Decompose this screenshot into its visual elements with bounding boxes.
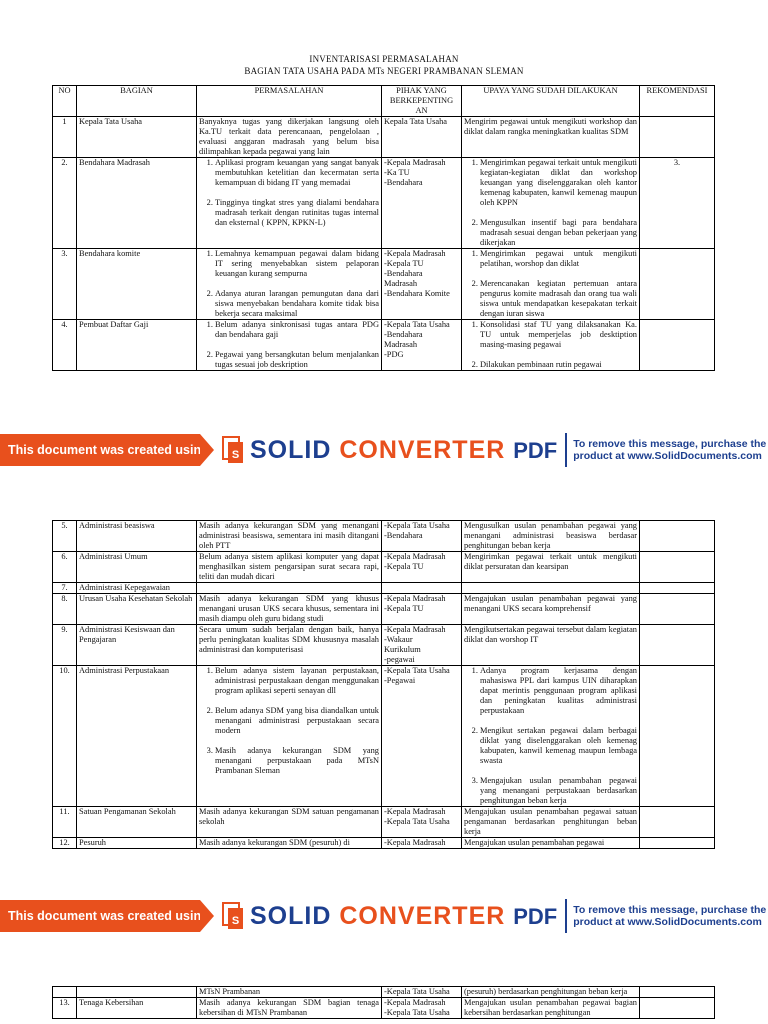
cell-bagian (77, 158, 197, 249)
cell-upaya (462, 998, 640, 1019)
cell-permasalahan-list (199, 158, 379, 228)
list-item: 2. Mengusulkan insentif bagi para bendahara madrasah sesuai dengan beban pekerjaan yang dikerjakan (480, 218, 637, 248)
pihak-line: Madrasah (384, 279, 418, 288)
banner-note[interactable] (573, 904, 766, 928)
table-row (53, 583, 715, 594)
cell-rekomendasi (640, 625, 715, 666)
cell-permasalahan (197, 249, 382, 320)
pihak-line: -pegawai (384, 655, 415, 664)
banner-note[interactable] (573, 438, 766, 462)
cell-no (53, 625, 77, 666)
cell-bagian-text: Administrasi Kesiswaan dan Pengajaran (79, 625, 175, 644)
cell-upaya-text: Mengirimkan pegawai terkait untuk mengikuti diklat persuratan dan kearsipan (464, 552, 637, 571)
pihak-line: -Kepala Madrasah (384, 594, 446, 603)
banner-note-line-2: product at www.SolidDocuments.com (573, 450, 762, 462)
problems-table-page-3 (52, 986, 715, 1019)
cell-bagian-text: Kepala Tata Usaha (79, 117, 142, 126)
cell-pihak (382, 625, 462, 666)
cell-rekomendasi (640, 552, 715, 583)
table-row (53, 998, 715, 1019)
column-header: PERMASALAHAN (197, 86, 382, 117)
cell-bagian (77, 998, 197, 1019)
pihak-line: -Wakaur (384, 635, 413, 644)
pihak-line: -Kepala TU (384, 562, 424, 571)
column-header: UPAYA YANG SUDAH DILAKUKAN (462, 86, 640, 117)
pihak-line: -Pegawai (384, 676, 416, 685)
list-item: 2. Mengikut sertakan pegawai dalam berbagai diklat yang diselenggarakan oleh kemenag kabupaten, kanwil kemenag maupun lembaga swasta (480, 726, 637, 766)
problems-table-page-2 (52, 520, 715, 849)
column-header: NO (53, 86, 77, 117)
cell-bagian (77, 838, 197, 849)
cell-permasalahan (197, 552, 382, 583)
banner-note-line-2: product at www.SolidDocuments.com (573, 916, 762, 928)
cell-upaya (462, 552, 640, 583)
cell-pihak (382, 838, 462, 849)
list-item: 1. Aplikasi program keuangan yang sangat banyak membutuhkan ketelitian dan kecermatan serta kemampuan di bidang IT yang memadai (215, 158, 379, 188)
cell-bagian-text: Tenaga Kebersihan (79, 998, 144, 1007)
cell-upaya (462, 583, 640, 594)
cell-upaya-text: Mengusulkan usulan penambahan pegawai yang menangani administrasi beasiswa berdasar penghitungan beban kerja (464, 521, 637, 550)
cell-rekomendasi (640, 987, 715, 998)
svg-text:S: S (231, 449, 240, 461)
cell-upaya (462, 807, 640, 838)
cell-permasalahan-text: Masih adanya kekurangan SDM (pesuruh) di (199, 838, 350, 847)
cell-no (53, 666, 77, 807)
cell-no (53, 158, 77, 249)
cell-rekomendasi (640, 998, 715, 1019)
cell-no-text: 9. (61, 625, 68, 634)
cell-no (53, 552, 77, 583)
table-row (53, 807, 715, 838)
cell-permasalahan (197, 320, 382, 371)
pihak-line: -Kepala Madrasah (384, 838, 446, 847)
list-item: 1. Belum adanya sinkronisasi tugas antara PDG dan bendahara gaji (215, 320, 379, 340)
solid-converter-logo (222, 902, 557, 931)
cell-bagian-text: Satuan Pengamanan Sekolah (79, 807, 176, 816)
cell-permasalahan-text: Banyaknya tugas yang dikerjakan langsung oleh Ka.TU terkait data perencanaan, pengelolaan , evaluasi anggaran madrasah yang belum bisa dilimpahkan kepada pegawai yang lain (199, 117, 379, 156)
cell-bagian (77, 594, 197, 625)
brand-solid: SOLID (250, 435, 340, 464)
cell-no (53, 594, 77, 625)
table-row (53, 552, 715, 583)
pdf-document-icon (222, 902, 244, 930)
brand-solid: SOLID (250, 901, 340, 930)
banner-label-box (0, 434, 209, 466)
cell-rekomendasi (640, 807, 715, 838)
table-row (53, 625, 715, 666)
pihak-line: -Kepala Madrasah (384, 625, 446, 634)
cell-rekomendasi (640, 158, 715, 249)
pihak-line: -Kepala TU (384, 259, 424, 268)
banner-divider (565, 433, 567, 467)
banner-label: This document was created using (8, 443, 209, 457)
cell-no (53, 987, 77, 998)
cell-upaya-text: Mengajukan usulan penambahan pegawai yang menangani UKS secara komprehensif (464, 594, 637, 613)
list-item: 2. Adanya aturan larangan pemungutan dana dari siswa menyebakan bendahara komite tidak bisa bekerja secara maksimal (215, 289, 379, 319)
cell-bagian (77, 552, 197, 583)
banner-note-line-1: To remove this message, purchase the (573, 904, 767, 916)
cell-bagian-text: Administrasi Kepegawaian (79, 583, 170, 592)
cell-no (53, 320, 77, 371)
cell-bagian (77, 521, 197, 552)
solid-converter-logo (222, 436, 557, 465)
cell-no-text: 4. (61, 320, 68, 329)
cell-upaya (462, 594, 640, 625)
title-line-2: BAGIAN TATA USAHA PADA MTs NEGERI PRAMBANAN SLEMAN (244, 66, 524, 76)
cell-no-text: 12. (59, 838, 70, 847)
cell-upaya-text: Mengirim pegawai untuk mengikuti workshop dan diklat dalam rangka meningkatkan kualitas SDM (464, 117, 637, 136)
cell-upaya-list (464, 158, 637, 248)
cell-upaya-text: Mengikutsertakan pegawai tersebut dalam kegiatan diklat dan worshop IT (464, 625, 637, 644)
list-item: 1. Adanya program kerjasama dengan mahasiswa PPL dari kampus UIN diharapkan dapat merintis penggunaan program aplikasi dan peningkatan kualitas administrasi perpustakaan (480, 666, 637, 716)
table-row (53, 987, 715, 998)
cell-upaya-list (464, 249, 637, 319)
cell-no (53, 838, 77, 849)
list-item: 1. Konsolidasi staf TU yang dilaksanakan Ka. TU untuk memperjelas job desktiption masing-masing pegawai (480, 320, 637, 350)
cell-rekomendasi (640, 594, 715, 625)
cell-bagian (77, 807, 197, 838)
cell-pihak (382, 158, 462, 249)
table-row (53, 594, 715, 625)
list-item: 1. Lemahnya kemampuan pegawai dalam bidang IT sering menyebabkan sistem pelaporan keuangan kurang sempurna (215, 249, 379, 279)
cell-rekomendasi (640, 320, 715, 371)
cell-bagian-text: Bendahara komite (79, 249, 141, 258)
table-row (53, 320, 715, 371)
cell-upaya-text: (pesuruh) berdasarkan penghitungan beban kerja (464, 987, 628, 996)
cell-bagian (77, 249, 197, 320)
cell-upaya (462, 521, 640, 552)
list-item: 2. Merencanakan kegiatan pertemuan antara pengurus komite madrasah dan orang tua wali siswa untuk mendapatkan kesepakatan terkait dengan iuran siswa (480, 279, 637, 319)
cell-pihak (382, 583, 462, 594)
watermark-banner (0, 425, 768, 475)
cell-upaya-list (464, 666, 637, 806)
banner-label: This document was created using (8, 909, 209, 923)
pihak-line: Madrasah (384, 340, 418, 349)
pihak-line: -Kepala Tata Usaha (384, 987, 450, 996)
cell-no-text: 13. (59, 998, 70, 1007)
column-header: REKOMENDASI (640, 86, 715, 117)
table-row (53, 521, 715, 552)
cell-no (53, 117, 77, 158)
watermark-banner (0, 891, 768, 941)
cell-pihak (382, 987, 462, 998)
cell-permasalahan (197, 583, 382, 594)
pihak-line: -Kepala Madrasah (384, 552, 446, 561)
cell-rekomendasi-text: 3. (673, 158, 681, 167)
cell-upaya (462, 625, 640, 666)
pdf-document-icon (222, 436, 244, 464)
cell-no-text: 7. (61, 583, 68, 592)
cell-permasalahan-text: Secara umum sudah berjalan dengan baik, hanya perlu peningkatan kualitas SDM khususnya masalah administrasi dan komputerisasi (199, 625, 379, 654)
cell-no (53, 807, 77, 838)
cell-pihak (382, 117, 462, 158)
pihak-line: -Bendahara (384, 330, 423, 339)
cell-bagian-text: Bendahara Madrasah (79, 158, 150, 167)
cell-permasalahan-list (199, 666, 379, 776)
cell-permasalahan-text: Masih adanya kekurangan SDM yang menangani administrasi beasiswa, sementara ini masih ditangani oleh PTT (199, 521, 379, 550)
pihak-line: -Kepala Madrasah (384, 807, 446, 816)
cell-upaya-list (464, 320, 637, 370)
cell-pihak (382, 521, 462, 552)
cell-permasalahan (197, 987, 382, 998)
cell-permasalahan-text: Belum adanya sistem aplikasi komputer yang dapat menghasilkan sistem pengarsipan surat secara rapi, teliti dan mudah dicari (199, 552, 379, 581)
cell-permasalahan (197, 838, 382, 849)
pihak-line: -Kepala Madrasah (384, 249, 446, 258)
pihak-line: -Kepala Tata Usaha (384, 817, 450, 826)
pihak-line: -Kepala TU (384, 604, 424, 613)
cell-no-text: 2. (61, 158, 68, 167)
cell-permasalahan (197, 117, 382, 158)
cell-rekomendasi (640, 249, 715, 320)
cell-upaya (462, 666, 640, 807)
table-header-row (53, 86, 715, 117)
cell-permasalahan-list (199, 320, 379, 370)
cell-pihak (382, 594, 462, 625)
pihak-line: -Bendahara Komite (384, 289, 450, 298)
document-title (0, 53, 768, 77)
column-header: BAGIAN (77, 86, 197, 117)
list-item: 1. Belum adanya sistem layanan perpustakaan, administrasi perpustakaan dengan menggunakan program aplikasi seperti senayan dll (215, 666, 379, 696)
cell-permasalahan (197, 625, 382, 666)
cell-no-text: 5. (61, 521, 68, 530)
cell-bagian-text: Administrasi Perpustakaan (79, 666, 170, 675)
cell-rekomendasi (640, 838, 715, 849)
cell-permasalahan (197, 594, 382, 625)
cell-pihak (382, 998, 462, 1019)
banner-label-box (0, 900, 209, 932)
cell-no-text: 1 (62, 117, 67, 126)
cell-permasalahan (197, 998, 382, 1019)
cell-bagian-text: Pembuat Daftar Gaji (79, 320, 149, 329)
table-row (53, 666, 715, 807)
pihak-line: -Kepala Tata Usaha (384, 320, 450, 329)
cell-bagian (77, 117, 197, 158)
cell-bagian (77, 320, 197, 371)
cell-no-text: 6. (61, 552, 68, 561)
cell-pihak (382, 320, 462, 371)
table-row (53, 117, 715, 158)
cell-upaya-text: Mengajukan usulan penambahan pegawai bagian kebersihan berdasarkan penghitungan (464, 998, 637, 1017)
pihak-line: -Kepala Madrasah (384, 998, 446, 1007)
cell-bagian (77, 987, 197, 998)
cell-bagian-text: Administrasi beasiswa (79, 521, 155, 530)
cell-no (53, 521, 77, 552)
cell-bagian (77, 583, 197, 594)
cell-upaya (462, 320, 640, 371)
cell-no-text: 8. (61, 594, 68, 603)
list-item: 1. Mengirimkan pegawai untuk mengikuti pelatihan, worshop dan diklat (480, 249, 637, 269)
list-item: 3. Masih adanya kekurangan SDM yang menangani perpustakaan pada MTsN Prambanan Sleman (215, 746, 379, 776)
cell-permasalahan (197, 666, 382, 807)
cell-upaya (462, 249, 640, 320)
brand-pdf: PDF (513, 437, 558, 463)
cell-permasalahan (197, 807, 382, 838)
pihak-line: -Bendahara (384, 178, 423, 187)
table-row (53, 158, 715, 249)
cell-no (53, 998, 77, 1019)
cell-pihak (382, 666, 462, 807)
cell-upaya-text: Mengajukan usulan penambahan pegawai satuan pengamanan berdasarkan penghitungan beban kerja (464, 807, 637, 836)
cell-permasalahan-text: Masih adanya kekurangan SDM bagian tenaga kebersihan di MTsN Prambanan (199, 998, 379, 1017)
cell-upaya (462, 158, 640, 249)
pihak-line: -Ka TU (384, 168, 410, 177)
list-item: 3. Mengajukan usulan penambahan pegawai yang menangani perpustakaan berdasarkan penghitungan beban kerja (480, 776, 637, 806)
pihak-line: -PDG (384, 350, 404, 359)
cell-no-text: 3. (61, 249, 68, 258)
column-header: PIHAK YANG BERKEPENTING AN (382, 86, 462, 117)
cell-permasalahan-list (199, 249, 379, 319)
list-item: 2. Dilakukan pembinaan rutin pegawai (480, 360, 637, 370)
cell-permasalahan (197, 521, 382, 552)
cell-permasalahan-text: Masih adanya kekurangan SDM satuan pengamanan sekolah (199, 807, 379, 826)
cell-upaya (462, 117, 640, 158)
pihak-line: -Bendahara (384, 531, 423, 540)
pihak-line: -Kepala Madrasah (384, 158, 446, 167)
cell-upaya-text: Mengajukan usulan penambahan pegawai (464, 838, 605, 847)
cell-bagian-text: Administrasi Umum (79, 552, 148, 561)
svg-text:S: S (231, 915, 240, 927)
table-row (53, 249, 715, 320)
cell-no (53, 583, 77, 594)
cell-bagian-text: Pesuruh (79, 838, 106, 847)
cell-permasalahan (197, 158, 382, 249)
pihak-line: -Kepala Tata Usaha (384, 666, 450, 675)
problems-table-page-1 (52, 85, 715, 371)
cell-pihak (382, 249, 462, 320)
brand-pdf: PDF (513, 903, 558, 929)
list-item: 2. Belum adanya SDM yang bisa diandalkan untuk menangani administrasi perpustakaan secara modern (215, 706, 379, 736)
cell-bagian (77, 625, 197, 666)
banner-divider (565, 899, 567, 933)
brand-converter: CONVERTER (339, 901, 514, 930)
banner-note-line-1: To remove this message, purchase the (573, 438, 767, 450)
cell-no-text: 10. (59, 666, 70, 675)
cell-pihak (382, 552, 462, 583)
cell-bagian (77, 666, 197, 807)
table-row (53, 838, 715, 849)
title-line-1: INVENTARISASI PERMASALAHAN (309, 54, 459, 64)
pihak-line: Kepala Tata Usaha (384, 117, 447, 126)
cell-bagian-text: Urusan Usaha Kesehatan Sekolah (79, 594, 193, 603)
pihak-line: -Kepala Tata Usaha (384, 1008, 450, 1017)
pihak-line: -Kepala Tata Usaha (384, 521, 450, 530)
cell-upaya (462, 987, 640, 998)
cell-pihak (382, 807, 462, 838)
cell-no (53, 249, 77, 320)
brand-converter: CONVERTER (339, 435, 514, 464)
cell-permasalahan-text: MTsN Prambanan (199, 987, 261, 996)
list-item: 2. Pegawai yang bersangkutan belum menjalankan tugas sesuai job deskription (215, 350, 379, 370)
list-item: 2. Tingginya tingkat stres yang dialami bendahara madrasah terkait dengan rutinitas tugas internal dan eksternal ( KPPN, KPKN-L) (215, 198, 379, 228)
pihak-line: -Bendahara (384, 269, 423, 278)
cell-rekomendasi (640, 583, 715, 594)
cell-upaya (462, 838, 640, 849)
cell-rekomendasi (640, 117, 715, 158)
list-item: 1. Mengirimkan pegawai terkait untuk mengikuti kegiatan-kegiatan diklat dan workshop keuangan yang diselenggarakan oleh kantor kemenag kabupaten, kanwil kemenag maupun oleh KPPN (480, 158, 637, 208)
cell-permasalahan-text: Masih adanya kekurangan SDM yang khusus menangani urusan UKS secara khusus, sementara ini masih diampu oleh guru bidang studi (199, 594, 379, 623)
cell-rekomendasi (640, 666, 715, 807)
cell-no-text: 11. (59, 807, 70, 816)
cell-rekomendasi (640, 521, 715, 552)
pihak-line: Kurikulum (384, 645, 421, 654)
